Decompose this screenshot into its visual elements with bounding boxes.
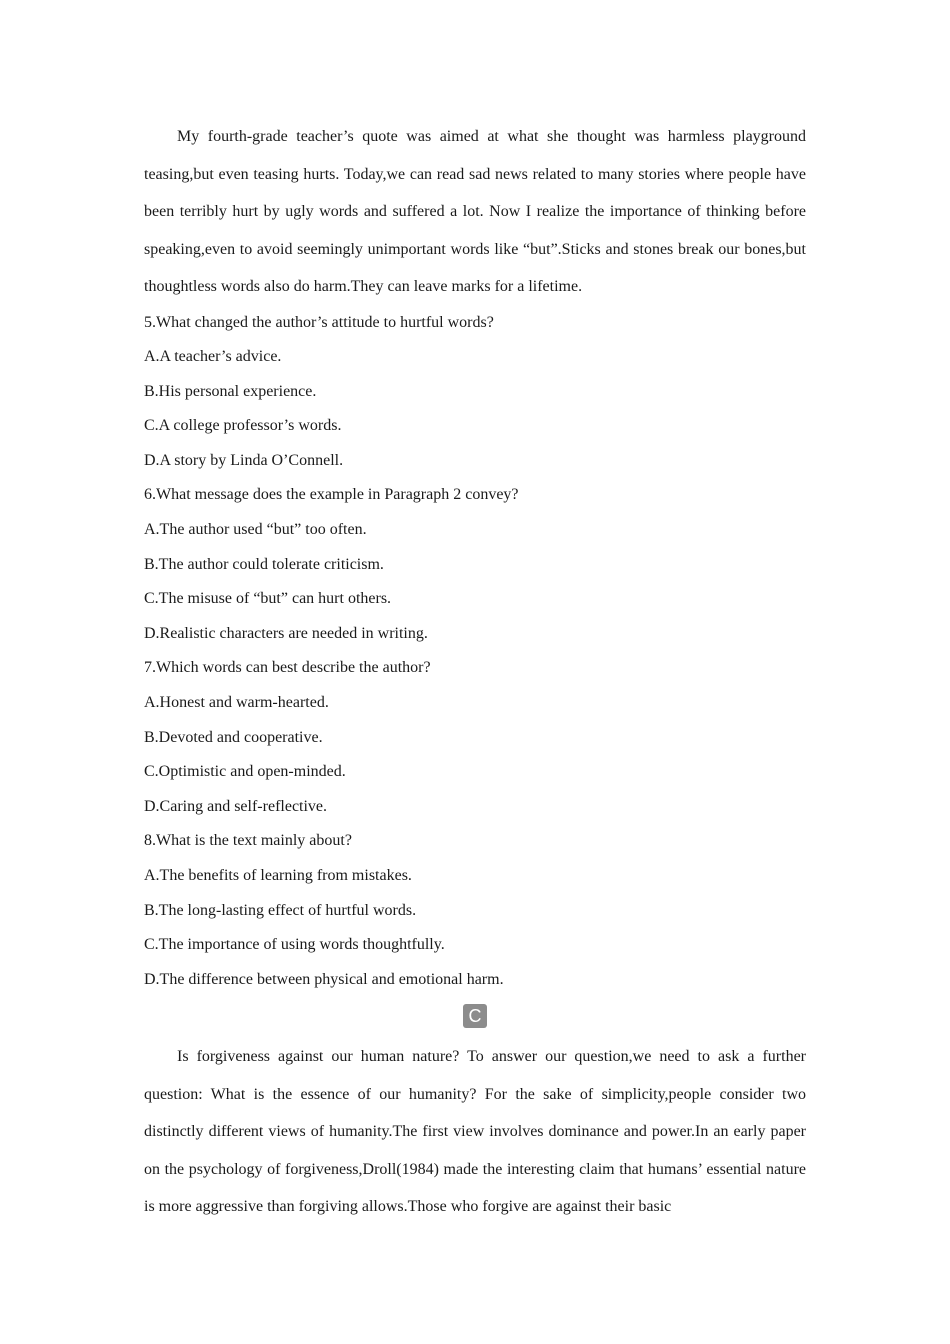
- option-d: D.A story by Linda O’Connell.: [144, 451, 344, 469]
- section-c-heading: [144, 997, 806, 1034]
- question-stem: 6.What message does the example in Paragraph 2 convey?: [144, 486, 519, 504]
- section-c-badge: C: [463, 1004, 487, 1028]
- option-d: D.The difference between physical and emotional harm.: [144, 970, 504, 988]
- option-b: B.His personal experience.: [144, 382, 317, 400]
- question-7: [144, 651, 806, 824]
- question-stem: 8.What is the text mainly about?: [144, 832, 352, 850]
- question-5: [144, 306, 806, 479]
- option-a: A.The benefits of learning from mistakes.: [144, 867, 412, 884]
- option-c: C.Optimistic and open-minded.: [144, 763, 346, 781]
- option-b: B.Devoted and cooperative.: [144, 728, 323, 746]
- option-c: C.The importance of using words thoughtfully.: [144, 936, 445, 954]
- option-d: D.Realistic characters are needed in writing.: [144, 624, 428, 642]
- option-a: A.The author used “but” too often.: [144, 521, 367, 539]
- passage-c-paragraph: Is forgiveness against our human nature? To answer our question,we need to ask a further question: What is the essence of our humanity? For the sake of simplicity,people consider two distinctly different views of humanity.The first view involves dominance and power.In an early paper on the psychology of forgiveness,Droll(1984) made the interesting claim that humans’ essential nature is more aggressive than forgiving allows.Those who forgive are against their basic: [144, 1048, 806, 1216]
- document-page: [144, 118, 806, 1226]
- option-b: B.The author could tolerate criticism.: [144, 555, 384, 573]
- option-c: C.The misuse of “but” can hurt others.: [144, 590, 392, 608]
- option-c: C.A college professor’s words.: [144, 417, 342, 435]
- option-a: A.Honest and warm-hearted.: [144, 694, 329, 712]
- question-stem: 7.Which words can best describe the author?: [144, 659, 431, 677]
- question-stem: 5.What changed the author’s attitude to hurtful words?: [144, 313, 494, 331]
- question-6: [144, 478, 806, 651]
- option-a: A.A teacher’s advice.: [144, 348, 282, 366]
- question-8: [144, 824, 806, 997]
- passage-b-paragraph: My fourth-grade teacher’s quote was aimed at what she thought was harmless playground teasing,but even teasing hurts. Today,we can read sad news related to many stories where people have been terribly hurt by ugly words and suffered a lot. Now I realize the importance of thinking before speaking,even to avoid seemingly unimportant words like “but”.Sticks and stones break our bones,but thoughtless words also do harm.They can leave marks for a lifetime.: [144, 128, 806, 295]
- option-b: B.The long-lasting effect of hurtful words.: [144, 901, 417, 919]
- option-d: D.Caring and self-reflective.: [144, 797, 328, 815]
